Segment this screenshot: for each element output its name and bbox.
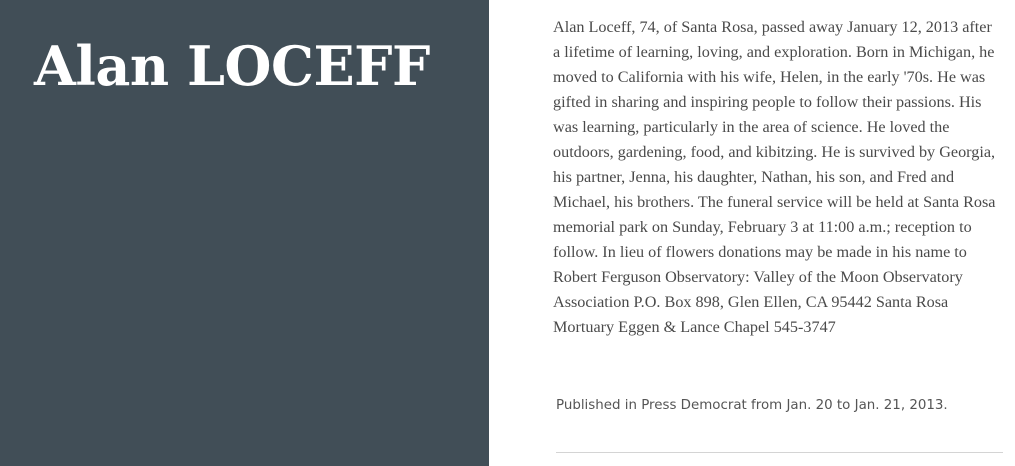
name-banner — [0, 0, 489, 466]
obituary-content — [489, 0, 1015, 466]
publication-info: Published in Press Democrat from Jan. 20 to Jan. 21, 2013. — [556, 398, 948, 413]
deceased-name-title: Alan LOCEFF — [34, 34, 430, 98]
obituary-body-text: Alan Loceff, 74, of Santa Rosa, passed away January 12, 2013 after a lifetime of learning, loving, and exploration. Born in Michigan, he moved to California with his wife, Helen, in the early '70s. He was gifted in sharing and inspiring people to follow their passions. His was learning, particularly in the area of science. He loved the outdoors, gardening, food, and kibitzing. He is survived by Georgia, his partner, Jenna, his daughter, Nathan, his son, and Fred and Michael, his brothers. The funeral service will be held at Santa Rosa memorial park on Sunday, February 3 at 11:00 a.m.; reception to follow. In lieu of flowers donations may be made in his name to Robert Ferguson Observatory: Valley of the Moon Observatory Association P.O. Box 898, Glen Ellen, CA 95442 Santa Rosa Mortuary Eggen & Lance Chapel 545-3747 — [553, 18, 996, 336]
content-divider — [556, 452, 1003, 453]
